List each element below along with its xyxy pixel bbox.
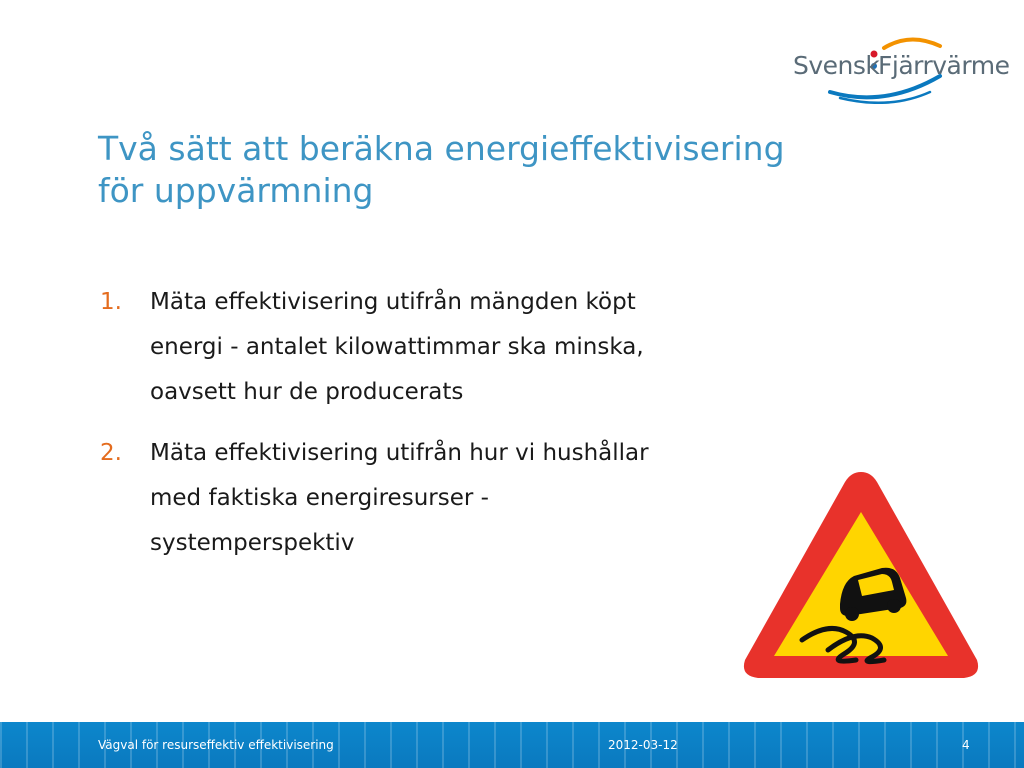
list-item-line: Mäta effektivisering utifrån hur vi hushållar [150, 440, 649, 466]
list-item [100, 431, 800, 566]
title-line-2: för uppvärmning [98, 171, 374, 210]
list-item-text [150, 431, 790, 566]
list-item-line: energi - antalet kilowattimmar ska minska, [150, 334, 644, 360]
logo-word-svensk: Svensk [793, 51, 880, 80]
footer-bar [0, 722, 1024, 768]
list-item-text [150, 280, 790, 415]
svensk-fjarrvarme-logo [790, 34, 1010, 104]
list-item [100, 280, 800, 415]
slide-title [98, 128, 858, 212]
footer-presentation-title: Vägval för resurseffektiv effektivisering [98, 738, 334, 752]
numbered-list [100, 280, 800, 582]
list-item-line: systemperspektiv [150, 530, 355, 556]
logo-word-fjarrvarme: Fjärrvärme [878, 51, 1010, 80]
list-item-line: Mäta effektivisering utifrån mängden köpt [150, 289, 636, 315]
slippery-road-warning-icon [736, 464, 986, 686]
list-item-line: med faktiska energiresurser - [150, 485, 489, 511]
list-item-number: 1. [100, 289, 122, 315]
footer-page-number: 4 [962, 738, 970, 752]
footer-date: 2012-03-12 [608, 738, 678, 752]
list-item-number: 2. [100, 440, 122, 466]
title-line-1: Två sätt att beräkna energieffektivisering [98, 129, 785, 168]
list-item-line: oavsett hur de producerats [150, 379, 464, 405]
